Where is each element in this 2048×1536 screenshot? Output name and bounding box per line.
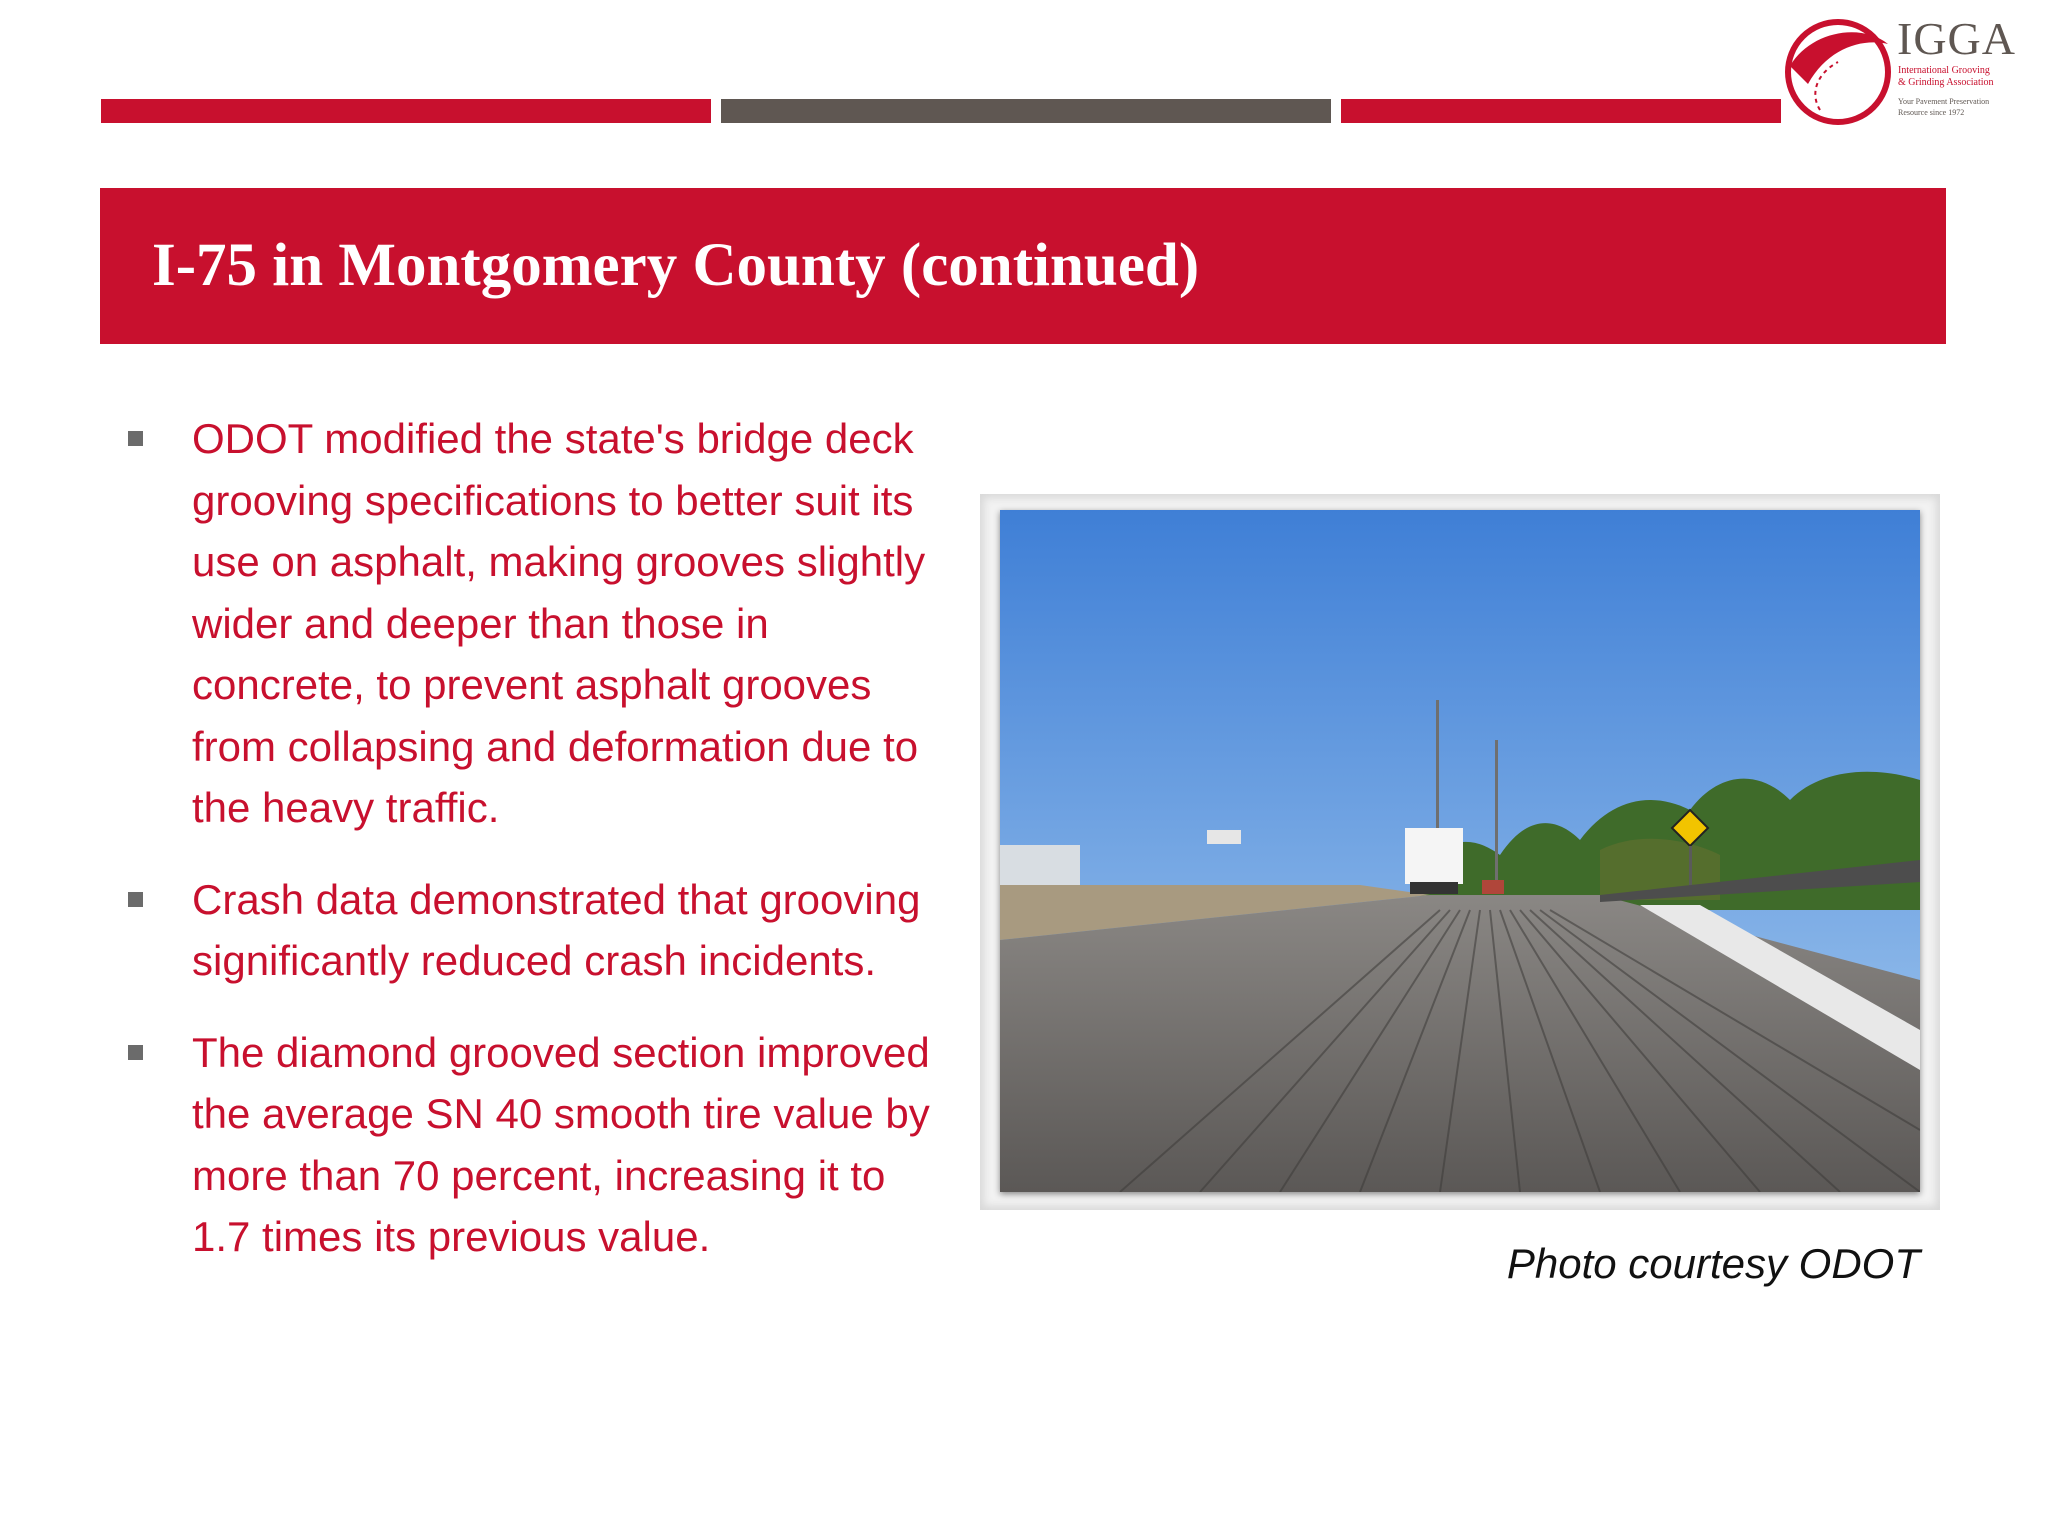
igga-logo-mark-icon — [1780, 14, 1896, 130]
bullet-text: ODOT modified the state's bridge deck grooving specifications to better suit its use on asphalt, making grooves slightly wider and deeper than those in concrete, to prevent asphalt grooves from collapsing and deformation due to the heavy traffic. — [192, 415, 926, 831]
title-band — [100, 188, 1946, 344]
square-bullet-icon — [128, 1045, 143, 1060]
square-bullet-icon — [128, 892, 143, 907]
logo-tagline-1: International Grooving — [1898, 65, 1990, 76]
logo-wordmark: IGGA — [1897, 13, 2016, 64]
square-bullet-icon — [128, 431, 143, 446]
header-bar-right — [1341, 99, 1781, 123]
photo-frame — [980, 494, 1940, 1210]
photo-caption: Photo courtesy ODOT — [1506, 1240, 1920, 1287]
header-bar-left — [101, 99, 711, 123]
bullet-item — [126, 408, 946, 839]
grooved-highway-image — [1000, 510, 1920, 1192]
logo-tagline-3: Your Pavement Preservation — [1898, 97, 1990, 106]
bullet-item — [126, 869, 946, 992]
bullet-list — [126, 408, 946, 1268]
slide-title: I-75 in Montgomery County (continued) — [152, 232, 1200, 299]
bullet-item — [126, 1022, 946, 1268]
bullet-text: Crash data demonstrated that grooving significantly reduced crash incidents. — [192, 875, 921, 984]
logo-tagline-2: & Grinding Association — [1898, 77, 1994, 88]
bullet-text: The diamond grooved section improved the average SN 40 smooth tire value by more than 70 percent, increasing it to 1.7 times its previous value. — [192, 1028, 930, 1260]
highway-photo — [1000, 510, 1920, 1192]
igga-logo — [1780, 14, 2038, 130]
header-bar-middle — [721, 99, 1331, 123]
logo-tagline-4: Resource since 1972 — [1898, 108, 1965, 117]
